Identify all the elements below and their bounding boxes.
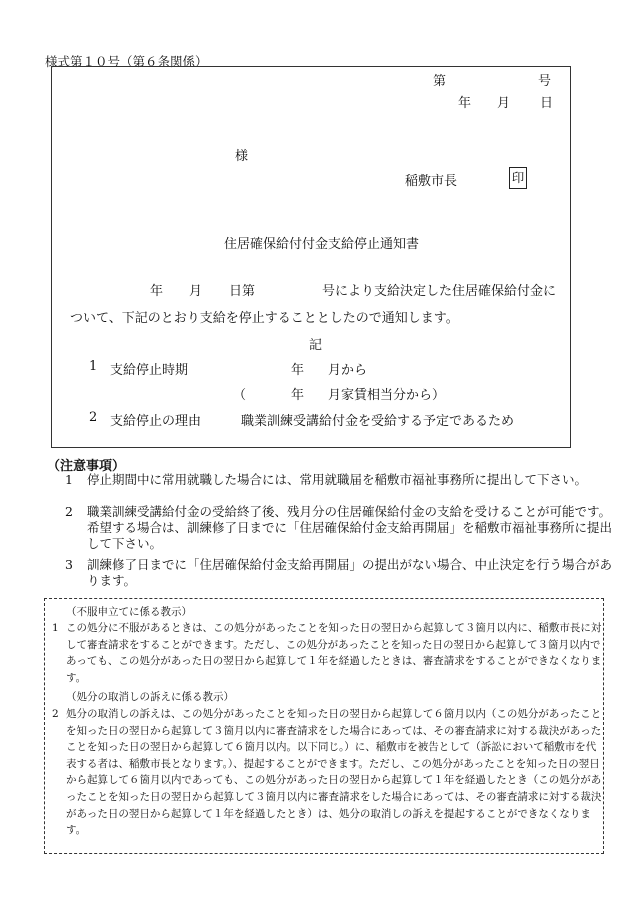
- note-text: 職業訓練受講給付金の受給終了後、残月分の住居確保給付金の支給を受けることが可能です。希望する場合は、訓練修了日までに「住居確保給付金支給再開届」を稲敷市福祉事務所に提出して下さい。: [87, 504, 613, 551]
- body-day: 日第: [229, 284, 256, 299]
- item2-number: 2: [89, 410, 98, 425]
- addressee-suffix: 様: [235, 149, 249, 164]
- note-number: 3: [65, 557, 73, 572]
- item1-paren-rest: 月家賃相当分から）: [328, 388, 446, 403]
- appeal-item-text: この処分に不服があるときは、この処分があったことを知った日の翌日から起算して３箇月以内に、稲敷市長に対して審査請求をすることができます。ただし、この処分があったことを知った日の翌日から起算して３箇月以内であっても、この処分があった日の翌日から起算して１年を経過したときは、審査請求をすることができなくなります。: [66, 622, 602, 684]
- note-text: 停止期間中に常用就職した場合には、常用就職届を稲敷市福祉事務所に提出して下さい。: [87, 472, 588, 487]
- document-title: 住居確保給付付金支給停止通知書: [224, 237, 420, 252]
- body-line2: ついて、下記のとおり支給を停止することとしたので通知します。: [70, 311, 459, 326]
- item1-number: 1: [89, 359, 98, 374]
- item2-reason: 職業訓練受講給付金を受給する予定であるため: [241, 414, 515, 429]
- appeal-item-number: 1: [52, 622, 59, 634]
- lawsuit-heading: （処分の取消しの訴えに係る教示）: [66, 691, 234, 703]
- body-line1-rest: 号により支給決定した住居確保給付金に: [322, 284, 557, 299]
- number-suffix: 号: [538, 74, 552, 89]
- item2-label: 支給停止の理由: [110, 414, 202, 429]
- form-id: 様式第１０号（第６条関係）: [45, 54, 208, 69]
- note-number: 1: [65, 472, 73, 487]
- item1-month: 月から: [328, 363, 368, 378]
- ki-heading: 記: [309, 338, 323, 353]
- item1-paren-open: （: [233, 388, 247, 403]
- item1-year: 年: [291, 363, 305, 378]
- date-year: 年: [458, 96, 472, 111]
- date-day: 日: [540, 96, 554, 111]
- body-year: 年: [150, 284, 164, 299]
- notice-form-box: [51, 66, 571, 448]
- lawsuit-item-number: 2: [52, 708, 59, 720]
- seal-mark: 印: [509, 167, 527, 189]
- appeal-heading: （不服申立てに係る教示）: [66, 606, 192, 618]
- lawsuit-item-text: 処分の取消しの訴えは、この処分があったことを知った日の翌日から起算して６箇月以内（この処分があったことを知った日の翌日から起算して３箇月以内に審査請求をした場合にあっては、その審査請求に対する裁決があったことを知った日の翌日から起算して６箇月以内。以下同じ。）に、稲敷市を被告として（訴訟において稲敷市を代表する者は、稲敷市長となります。）、提起することができます。ただし、この処分があったことを知った日の翌日から起算して６箇月以内であっても、この処分があった日の翌日から起算して１年を経過したとき（この処分があったことを知った日の翌日から起算して３箇月以内に審査請求をした場合にあっては、その審査請求に対する裁決があった日の翌日から起算して１年を経過したとき）は、処分の取消しの訴えを提起することができなくなります。: [66, 708, 602, 837]
- notes-heading: （注意事項）: [47, 459, 126, 474]
- number-label: 第: [433, 74, 447, 89]
- issuer: 稲敷市長: [405, 174, 458, 189]
- note-text: 訓練修了日までに「住居確保給付金支給再開届」の提出がない場合、中止決定を行う場合があります。: [87, 557, 613, 588]
- body-month: 月: [189, 284, 203, 299]
- note-number: 2: [65, 504, 73, 519]
- date-month: 月: [497, 96, 511, 111]
- item1-paren-year: 年: [291, 388, 305, 403]
- item1-label: 支給停止時期: [110, 363, 189, 378]
